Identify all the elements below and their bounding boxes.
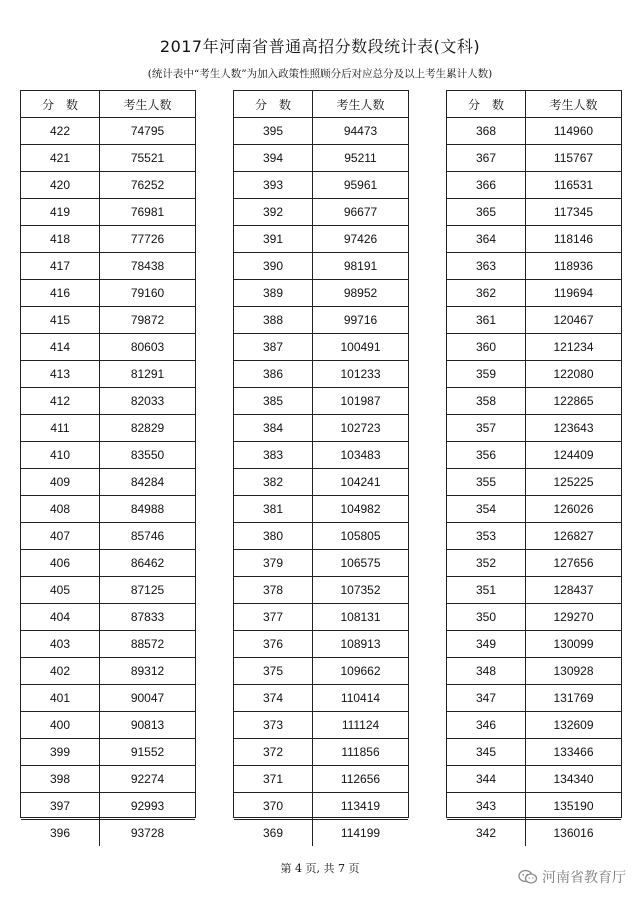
table-row xyxy=(234,739,408,766)
table-row xyxy=(21,739,195,766)
score-cell: 378 xyxy=(234,577,313,604)
count-cell: 76252 xyxy=(100,172,196,199)
score-cell: 361 xyxy=(447,307,526,334)
score-cell: 399 xyxy=(21,739,100,766)
count-cell: 102723 xyxy=(313,415,409,442)
count-cell: 127656 xyxy=(526,550,622,577)
count-cell: 88572 xyxy=(100,631,196,658)
count-cell: 108131 xyxy=(313,604,409,631)
table-row xyxy=(21,253,195,280)
count-cell: 103483 xyxy=(313,442,409,469)
count-cell: 101233 xyxy=(313,361,409,388)
table-row xyxy=(21,361,195,388)
score-cell: 406 xyxy=(21,550,100,577)
score-cell: 391 xyxy=(234,226,313,253)
table-row xyxy=(447,685,621,712)
table-row xyxy=(447,442,621,469)
count-cell: 81291 xyxy=(100,361,196,388)
count-cell: 82033 xyxy=(100,388,196,415)
table-row xyxy=(234,172,408,199)
count-cell: 99716 xyxy=(313,307,409,334)
score-cell: 396 xyxy=(21,820,100,847)
table-row xyxy=(234,334,408,361)
score-header: 分 数 xyxy=(21,91,100,118)
count-cell: 135190 xyxy=(526,793,622,820)
score-cell: 403 xyxy=(21,631,100,658)
count-cell: 105805 xyxy=(313,523,409,550)
score-header: 分 数 xyxy=(447,91,526,118)
count-cell: 104982 xyxy=(313,496,409,523)
table-row xyxy=(21,658,195,685)
score-cell: 383 xyxy=(234,442,313,469)
score-cell: 356 xyxy=(447,442,526,469)
score-cell: 363 xyxy=(447,253,526,280)
score-cell: 398 xyxy=(21,766,100,793)
score-cell: 405 xyxy=(21,577,100,604)
score-cell: 371 xyxy=(234,766,313,793)
count-cell: 134340 xyxy=(526,766,622,793)
count-cell: 130928 xyxy=(526,658,622,685)
count-cell: 111124 xyxy=(313,712,409,739)
table-row xyxy=(447,415,621,442)
count-cell: 120467 xyxy=(526,307,622,334)
table-row xyxy=(447,253,621,280)
table-row xyxy=(21,442,195,469)
table-row xyxy=(447,361,621,388)
count-cell: 110414 xyxy=(313,685,409,712)
count-cell: 90047 xyxy=(100,685,196,712)
score-cell: 379 xyxy=(234,550,313,577)
score-cell: 346 xyxy=(447,712,526,739)
count-cell: 114199 xyxy=(340,826,381,840)
count-cell: 91552 xyxy=(100,739,196,766)
count-cell: 98191 xyxy=(313,253,409,280)
score-cell: 400 xyxy=(21,712,100,739)
table-row xyxy=(447,739,621,766)
table-row xyxy=(447,388,621,415)
table-row xyxy=(234,253,408,280)
score-cell: 355 xyxy=(447,469,526,496)
score-cell: 413 xyxy=(21,361,100,388)
table-row xyxy=(234,550,408,577)
count-cell: 79160 xyxy=(100,280,196,307)
count-cell: 95961 xyxy=(313,172,409,199)
score-cell: 359 xyxy=(447,361,526,388)
score-cell: 364 xyxy=(447,226,526,253)
score-cell: 418 xyxy=(21,226,100,253)
count-cell: 109662 xyxy=(313,658,409,685)
score-cell: 385 xyxy=(234,388,313,415)
score-cell: 344 xyxy=(447,766,526,793)
score-cell: 417 xyxy=(21,253,100,280)
score-cell: 380 xyxy=(234,523,313,550)
table-row xyxy=(447,469,621,496)
count-cell: 126026 xyxy=(526,496,622,523)
score-table-2 xyxy=(233,90,409,840)
score-cell: 381 xyxy=(234,496,313,523)
table-row xyxy=(21,118,195,145)
count-cell: 119694 xyxy=(526,280,622,307)
table-row xyxy=(21,685,195,712)
table-row xyxy=(447,577,621,604)
score-cell: 350 xyxy=(447,604,526,631)
score-cell: 414 xyxy=(21,334,100,361)
table-row xyxy=(21,820,195,847)
table-row xyxy=(234,523,408,550)
count-cell: 78438 xyxy=(100,253,196,280)
score-cell: 388 xyxy=(234,307,313,334)
count-cell: 97426 xyxy=(313,226,409,253)
score-table-1 xyxy=(20,90,196,840)
table-row xyxy=(234,307,408,334)
table-row xyxy=(21,631,195,658)
watermark-text: 河南省教育厅 xyxy=(542,870,626,886)
count-cell: 125225 xyxy=(526,469,622,496)
table-row xyxy=(234,658,408,685)
score-cell: 362 xyxy=(447,280,526,307)
count-header: 考生人数 xyxy=(313,91,409,118)
count-cell: 128437 xyxy=(526,577,622,604)
count-cell: 101987 xyxy=(313,388,409,415)
table-row xyxy=(234,604,408,631)
table-row xyxy=(21,577,195,604)
count-cell: 84988 xyxy=(100,496,196,523)
table-row xyxy=(21,793,195,820)
table-row xyxy=(234,415,408,442)
count-cell: 100491 xyxy=(313,334,409,361)
table-row xyxy=(21,199,195,226)
table-row xyxy=(234,577,408,604)
count-cell: 90813 xyxy=(100,712,196,739)
count-cell: 133466 xyxy=(526,739,622,766)
score-cell: 377 xyxy=(234,604,313,631)
count-cell: 106575 xyxy=(313,550,409,577)
score-cell: 410 xyxy=(21,442,100,469)
count-cell: 114960 xyxy=(526,118,622,145)
score-cell: 420 xyxy=(21,172,100,199)
score-cell: 402 xyxy=(21,658,100,685)
score-cell: 408 xyxy=(21,496,100,523)
count-cell: 130099 xyxy=(526,631,622,658)
score-cell: 390 xyxy=(234,253,313,280)
count-cell: 79872 xyxy=(100,307,196,334)
count-cell: 93728 xyxy=(130,826,165,840)
score-cell: 401 xyxy=(21,685,100,712)
score-header: 分 数 xyxy=(234,91,313,118)
score-cell: 397 xyxy=(21,793,100,820)
count-cell: 111856 xyxy=(313,739,409,766)
count-cell: 86462 xyxy=(100,550,196,577)
table-row xyxy=(234,199,408,226)
table-row xyxy=(21,334,195,361)
score-cell: 370 xyxy=(234,793,313,820)
score-cell: 395 xyxy=(234,118,313,145)
score-cell: 374 xyxy=(234,685,313,712)
count-cell: 115767 xyxy=(526,145,622,172)
table-row xyxy=(21,226,195,253)
count-cell: 129270 xyxy=(526,604,622,631)
score-cell: 352 xyxy=(447,550,526,577)
count-cell: 92274 xyxy=(100,766,196,793)
score-cell: 349 xyxy=(447,631,526,658)
count-cell: 83550 xyxy=(100,442,196,469)
count-cell: 98952 xyxy=(313,280,409,307)
table-row xyxy=(447,658,621,685)
count-cell: 82829 xyxy=(100,415,196,442)
table-row xyxy=(447,604,621,631)
score-cell: 389 xyxy=(234,280,313,307)
score-cell: 345 xyxy=(447,739,526,766)
table-row xyxy=(234,820,408,847)
table-note: (统计表中“考生人数”为加入政策性照顾分后对应总分及以上考生累计人数) xyxy=(147,68,493,80)
table-row xyxy=(447,712,621,739)
count-cell: 124409 xyxy=(526,442,622,469)
table-row xyxy=(21,550,195,577)
score-cell: 382 xyxy=(234,469,313,496)
score-cell: 411 xyxy=(21,415,100,442)
table-row xyxy=(21,604,195,631)
score-cell: 409 xyxy=(21,469,100,496)
table-row xyxy=(21,469,195,496)
score-cell: 353 xyxy=(447,523,526,550)
table-row xyxy=(21,415,195,442)
table-row xyxy=(447,631,621,658)
count-cell: 77726 xyxy=(100,226,196,253)
table-row xyxy=(447,334,621,361)
count-cell: 118146 xyxy=(526,226,622,253)
score-cell: 412 xyxy=(21,388,100,415)
score-cell: 369 xyxy=(234,820,313,847)
count-cell: 108913 xyxy=(313,631,409,658)
table-row xyxy=(21,145,195,172)
table-row xyxy=(447,118,621,145)
score-cell: 368 xyxy=(447,118,526,145)
table-row xyxy=(447,766,621,793)
score-cell: 351 xyxy=(447,577,526,604)
table-header-row xyxy=(447,91,621,118)
score-cell: 376 xyxy=(234,631,313,658)
count-cell: 104241 xyxy=(313,469,409,496)
table-row xyxy=(234,118,408,145)
table-row xyxy=(447,172,621,199)
score-cell: 419 xyxy=(21,199,100,226)
score-cell: 394 xyxy=(234,145,313,172)
table-row xyxy=(447,280,621,307)
count-cell: 87833 xyxy=(100,604,196,631)
count-cell: 113419 xyxy=(313,793,409,820)
count-cell: 112656 xyxy=(313,766,409,793)
score-cell: 367 xyxy=(447,145,526,172)
count-cell: 76981 xyxy=(100,199,196,226)
score-cell: 386 xyxy=(234,361,313,388)
score-cell: 404 xyxy=(21,604,100,631)
table-row xyxy=(234,766,408,793)
count-cell: 132609 xyxy=(526,712,622,739)
count-cell: 116531 xyxy=(526,172,622,199)
table-row xyxy=(447,820,621,847)
table-row xyxy=(234,496,408,523)
score-cell: 415 xyxy=(21,307,100,334)
count-cell: 121234 xyxy=(526,334,622,361)
table-row xyxy=(447,226,621,253)
page-footer: 第 4 页, 共 7 页 xyxy=(280,862,360,875)
count-cell: 85746 xyxy=(100,523,196,550)
table-row xyxy=(21,496,195,523)
table-row xyxy=(447,550,621,577)
table-header-row xyxy=(21,91,195,118)
score-cell: 392 xyxy=(234,199,313,226)
score-cell: 342 xyxy=(447,820,526,847)
count-cell: 74795 xyxy=(100,118,196,145)
table-row xyxy=(447,199,621,226)
count-cell: 131769 xyxy=(526,685,622,712)
table-row xyxy=(234,388,408,415)
count-cell: 122865 xyxy=(526,388,622,415)
table-row xyxy=(21,388,195,415)
score-cell: 421 xyxy=(21,145,100,172)
count-cell: 122080 xyxy=(526,361,622,388)
table-row xyxy=(21,523,195,550)
score-cell: 384 xyxy=(234,415,313,442)
score-cell: 358 xyxy=(447,388,526,415)
table-row xyxy=(21,172,195,199)
table-row xyxy=(447,523,621,550)
table-row xyxy=(234,631,408,658)
count-cell: 94473 xyxy=(313,118,409,145)
table-row xyxy=(21,280,195,307)
table-row xyxy=(21,712,195,739)
count-cell: 136016 xyxy=(553,826,594,840)
table-row xyxy=(447,496,621,523)
score-cell: 365 xyxy=(447,199,526,226)
count-cell: 107352 xyxy=(313,577,409,604)
score-cell: 375 xyxy=(234,658,313,685)
table-row xyxy=(234,361,408,388)
table-row xyxy=(234,145,408,172)
count-cell: 117345 xyxy=(526,199,622,226)
table-row xyxy=(234,793,408,820)
count-cell: 118936 xyxy=(526,253,622,280)
count-cell: 89312 xyxy=(100,658,196,685)
table-row xyxy=(21,766,195,793)
score-cell: 422 xyxy=(21,118,100,145)
score-cell: 387 xyxy=(234,334,313,361)
count-header: 考生人数 xyxy=(100,91,196,118)
count-cell: 84284 xyxy=(100,469,196,496)
table-row xyxy=(234,712,408,739)
score-cell: 343 xyxy=(447,793,526,820)
wechat-icon xyxy=(518,869,538,885)
table-row xyxy=(234,685,408,712)
score-cell: 407 xyxy=(21,523,100,550)
score-table-3 xyxy=(446,90,622,840)
score-cell: 366 xyxy=(447,172,526,199)
table-header-row xyxy=(234,91,408,118)
count-cell: 95211 xyxy=(313,145,409,172)
table-row xyxy=(21,307,195,334)
score-cell: 348 xyxy=(447,658,526,685)
score-cell: 372 xyxy=(234,739,313,766)
count-header: 考生人数 xyxy=(526,91,622,118)
table-row xyxy=(447,145,621,172)
table-row xyxy=(234,226,408,253)
score-cell: 393 xyxy=(234,172,313,199)
score-cell: 357 xyxy=(447,415,526,442)
score-cell: 373 xyxy=(234,712,313,739)
count-cell: 75521 xyxy=(100,145,196,172)
table-row xyxy=(234,442,408,469)
score-cell: 347 xyxy=(447,685,526,712)
count-cell: 80603 xyxy=(100,334,196,361)
count-cell: 123643 xyxy=(526,415,622,442)
table-row xyxy=(447,793,621,820)
table-row xyxy=(234,280,408,307)
score-cell: 416 xyxy=(21,280,100,307)
count-cell: 126827 xyxy=(526,523,622,550)
table-row xyxy=(447,307,621,334)
score-cell: 354 xyxy=(447,496,526,523)
count-cell: 96677 xyxy=(313,199,409,226)
table-row xyxy=(234,469,408,496)
count-cell: 87125 xyxy=(100,577,196,604)
score-cell: 360 xyxy=(447,334,526,361)
watermark xyxy=(518,867,626,887)
page-title: 2017年河南省普通高招分数段统计表(文科) xyxy=(159,37,481,56)
count-cell: 92993 xyxy=(100,793,196,820)
